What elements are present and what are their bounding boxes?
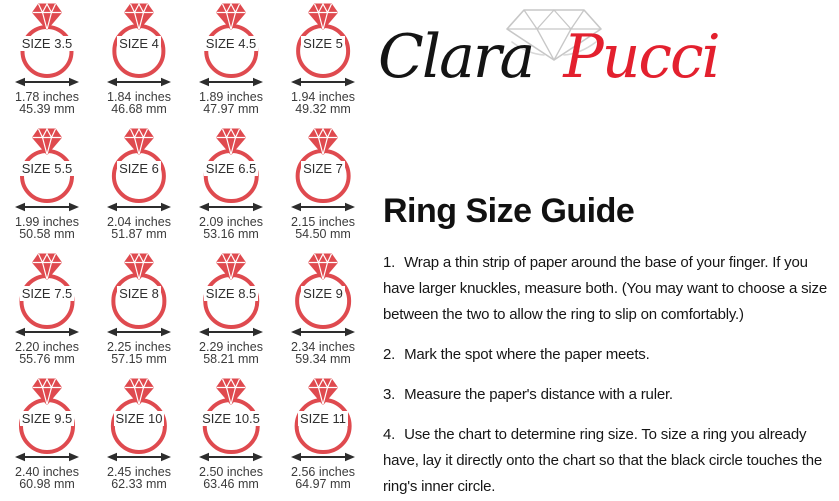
ring-size-label-row bbox=[93, 412, 185, 426]
instruction-list bbox=[383, 250, 839, 501]
brand-wordmark bbox=[378, 22, 719, 92]
ring-size-label: SIZE 10 bbox=[115, 411, 163, 426]
ring-size-cell bbox=[1, 0, 93, 125]
ring-mm: 47.97 mm bbox=[203, 102, 259, 116]
ring-inches: 2.50 inches bbox=[199, 465, 263, 479]
ring-inches: 1.89 inches bbox=[199, 90, 263, 104]
ring-mm: 46.68 mm bbox=[111, 102, 167, 116]
ring-band-circle bbox=[296, 24, 350, 78]
instruction-step bbox=[383, 422, 839, 500]
ring-band-circle bbox=[111, 398, 167, 454]
step-text: Wrap a thin strip of paper around the base of your finger. If you have larger knuckles, measure both. (You may want to choose a size between the two to allow the ring to slip on comfortably.) bbox=[383, 254, 827, 323]
ring-size-label-row bbox=[277, 287, 369, 301]
ring-diamond-icon bbox=[216, 128, 246, 155]
ring-diamond-icon bbox=[32, 3, 62, 30]
ring-mm: 55.76 mm bbox=[19, 352, 75, 366]
ring-band-circle bbox=[203, 273, 259, 329]
page-title: Ring Size Guide bbox=[383, 192, 635, 230]
instruction-step bbox=[383, 382, 839, 408]
ring-mm: 64.97 mm bbox=[295, 477, 351, 491]
instruction-step bbox=[383, 342, 839, 368]
ring-band-circle bbox=[112, 24, 165, 77]
ring-mm: 50.58 mm bbox=[19, 227, 75, 241]
ring-band-circle bbox=[204, 24, 258, 78]
ring-band-circle bbox=[295, 273, 351, 329]
ring-inches: 2.25 inches bbox=[107, 340, 171, 354]
ring-size-cell bbox=[93, 250, 185, 375]
ring-mm: 53.16 mm bbox=[203, 227, 259, 241]
ring-band-circle bbox=[295, 398, 352, 455]
ring-size-label-row bbox=[1, 287, 93, 301]
instruction-step bbox=[383, 250, 839, 328]
step-text: Mark the spot where the paper meets. bbox=[404, 346, 650, 363]
ring-diamond-icon bbox=[124, 378, 154, 405]
ring-inches: 2.40 inches bbox=[15, 465, 79, 479]
ring-diamond-icon bbox=[124, 128, 154, 155]
ring-size-cell bbox=[1, 125, 93, 250]
ring-inches: 1.94 inches bbox=[291, 90, 355, 104]
ring-size-label: SIZE 8.5 bbox=[205, 286, 257, 301]
step-text: Measure the paper's distance with a ruler. bbox=[404, 386, 673, 403]
ring-mm: 59.34 mm bbox=[295, 352, 351, 366]
ring-band-circle bbox=[203, 398, 260, 455]
ring-diamond-icon bbox=[216, 3, 246, 30]
ring-size-cell bbox=[1, 375, 93, 500]
ring-size-label: SIZE 6.5 bbox=[205, 161, 257, 176]
ring-mm: 57.15 mm bbox=[111, 352, 167, 366]
ring-size-label-row bbox=[93, 37, 185, 51]
ring-band-circle bbox=[21, 25, 74, 78]
width-arrow-icon bbox=[15, 76, 79, 88]
ring-size-label: SIZE 8 bbox=[119, 286, 159, 301]
ring-size-cell bbox=[185, 0, 277, 125]
ring-size-cell bbox=[185, 375, 277, 500]
ring-band-circle bbox=[20, 274, 75, 329]
ring-size-label-row bbox=[93, 162, 185, 176]
ring-diamond-icon bbox=[216, 378, 246, 405]
step-number: 3. bbox=[383, 386, 396, 403]
width-arrow-icon bbox=[107, 76, 171, 88]
ring-inches: 2.45 inches bbox=[107, 465, 171, 479]
ring-size-label-row bbox=[277, 162, 369, 176]
ring-size-label-row bbox=[277, 412, 369, 426]
ring-size-cell bbox=[185, 125, 277, 250]
ring-diamond-icon bbox=[32, 253, 62, 280]
ring-size-cell bbox=[185, 250, 277, 375]
ring-size-label: SIZE 11 bbox=[299, 411, 346, 426]
ring-diamond-icon bbox=[308, 3, 338, 30]
ring-size-label: SIZE 9 bbox=[303, 286, 343, 301]
ring-band-circle bbox=[20, 149, 74, 203]
ring-size-label-row bbox=[1, 162, 93, 176]
ring-size-label-row bbox=[277, 37, 369, 51]
ring-band-circle bbox=[204, 149, 259, 204]
ring-diamond-icon bbox=[124, 253, 154, 280]
ring-inches: 2.15 inches bbox=[291, 215, 355, 229]
ring-size-label-row bbox=[185, 162, 277, 176]
ring-size-label: SIZE 9.5 bbox=[21, 411, 73, 426]
ring-size-label: SIZE 4.5 bbox=[205, 36, 257, 51]
ring-inches: 2.34 inches bbox=[291, 340, 355, 354]
ring-size-label-row bbox=[185, 37, 277, 51]
ring-size-label-row bbox=[1, 412, 93, 426]
brand-word-clara: Clara bbox=[378, 22, 534, 92]
ring-size-label-row bbox=[93, 287, 185, 301]
ring-size-label: SIZE 7.5 bbox=[21, 286, 73, 301]
ring-size-cell bbox=[277, 375, 369, 500]
ring-band-circle bbox=[19, 398, 75, 454]
ring-inches: 1.84 inches bbox=[107, 90, 171, 104]
step-number: 1. bbox=[383, 254, 396, 271]
ring-size-label: SIZE 5.5 bbox=[21, 161, 73, 176]
brand-logo bbox=[378, 8, 798, 106]
brand-word-pucci: Pucci bbox=[563, 22, 719, 92]
ring-mm: 51.87 mm bbox=[111, 227, 167, 241]
ring-mm: 60.98 mm bbox=[19, 477, 75, 491]
ring-size-cell bbox=[93, 375, 185, 500]
width-arrow-icon bbox=[199, 76, 263, 88]
ring-inches: 2.20 inches bbox=[15, 340, 79, 354]
step-number: 4. bbox=[383, 426, 396, 443]
ring-mm: 49.32 mm bbox=[295, 102, 351, 116]
ring-size-cell bbox=[93, 125, 185, 250]
ring-diamond-icon bbox=[216, 253, 246, 280]
ring-diamond-icon bbox=[32, 378, 62, 405]
ring-mm: 62.33 mm bbox=[111, 477, 167, 491]
ring-diamond-icon bbox=[308, 378, 338, 405]
ring-inches: 2.04 inches bbox=[107, 215, 171, 229]
ring-size-cell bbox=[277, 125, 369, 250]
ring-band-circle bbox=[296, 149, 351, 204]
ring-size-label: SIZE 4 bbox=[119, 36, 159, 51]
ring-mm: 58.21 mm bbox=[203, 352, 259, 366]
ring-inches: 2.29 inches bbox=[199, 340, 263, 354]
step-text: Use the chart to determine ring size. To size a ring you already have, lay it directly onto the chart so that the black circle touches the ring's inner circle. bbox=[383, 426, 822, 495]
ring-size-label: SIZE 3.5 bbox=[21, 36, 73, 51]
ring-diamond-icon bbox=[124, 3, 154, 30]
ring-size-label-row bbox=[1, 37, 93, 51]
ring-size-label: SIZE 7 bbox=[303, 161, 343, 176]
ring-band-circle bbox=[111, 273, 166, 328]
ring-diamond-icon bbox=[308, 128, 338, 155]
ring-diamond-icon bbox=[32, 128, 62, 155]
ring-mm: 45.39 mm bbox=[19, 102, 75, 116]
ring-size-label-row bbox=[185, 287, 277, 301]
ring-band-circle bbox=[112, 149, 166, 203]
ring-inches: 1.99 inches bbox=[15, 215, 79, 229]
ring-mm: 63.46 mm bbox=[203, 477, 259, 491]
ring-diamond-icon bbox=[308, 253, 338, 280]
ring-size-label: SIZE 5 bbox=[303, 36, 343, 51]
ring-size-grid bbox=[1, 0, 369, 500]
ring-size-cell bbox=[277, 0, 369, 125]
ring-size-cell bbox=[93, 0, 185, 125]
ring-size-label: SIZE 6 bbox=[119, 161, 159, 176]
ring-inches: 1.78 inches bbox=[15, 90, 79, 104]
ring-mm: 54.50 mm bbox=[295, 227, 351, 241]
ring-size-cell bbox=[1, 250, 93, 375]
ring-size-cell bbox=[277, 250, 369, 375]
ring-size-label: SIZE 10.5 bbox=[202, 411, 260, 426]
step-number: 2. bbox=[383, 346, 396, 363]
ring-inches: 2.09 inches bbox=[199, 215, 263, 229]
ring-inches: 2.56 inches bbox=[291, 465, 355, 479]
ring-size-label-row bbox=[185, 412, 277, 426]
